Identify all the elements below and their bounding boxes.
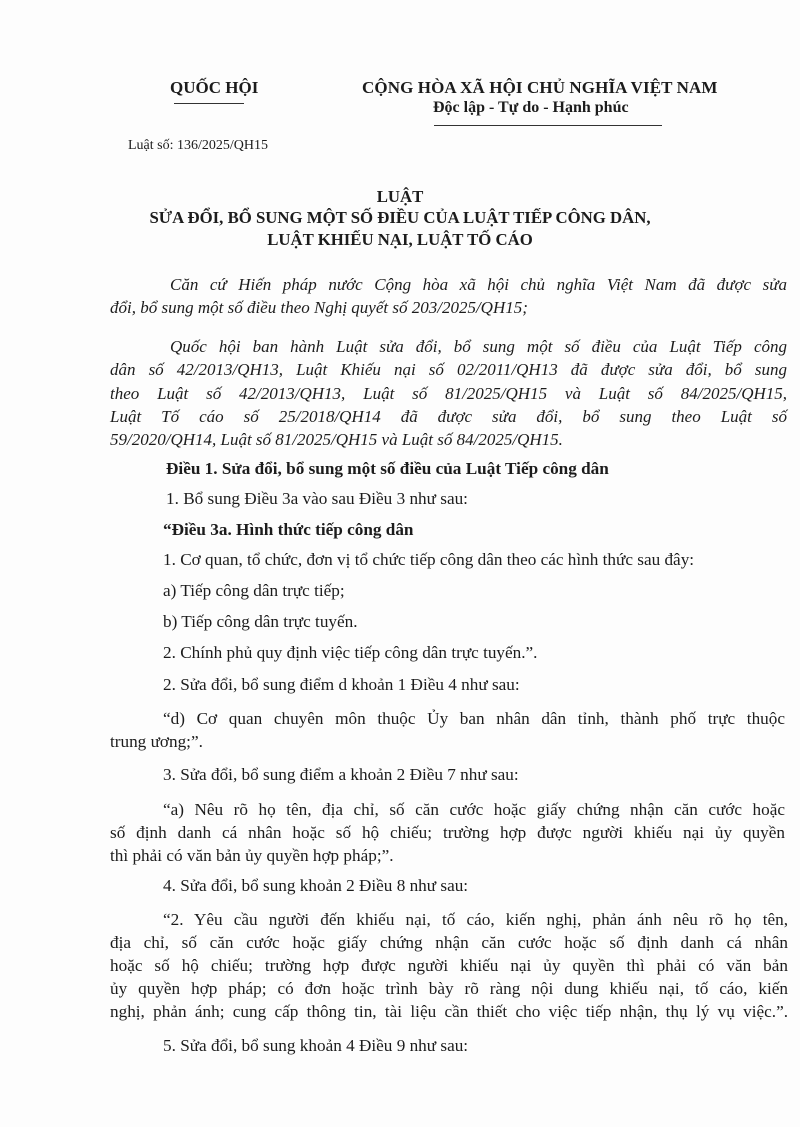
item-4-text-line5: nghị, phản ánh; cung cấp thông tin, tài liệu cần thiết cho việc tiếp nhận, thụ lý vụ việc.”. <box>110 1002 788 1021</box>
item-2-text-line2: trung ương;”. <box>110 732 203 751</box>
document-title-line2: LUẬT KHIẾU NẠI, LUẬT TỐ CÁO <box>267 230 533 249</box>
article-1-item-1: 1. Bổ sung Điều 3a vào sau Điều 3 như sau: <box>166 489 468 508</box>
article-1-item-4: 4. Sửa đổi, bổ sung khoản 2 Điều 8 như sau: <box>163 876 469 895</box>
preamble-enactment-line5: 59/2020/QH14, Luật số 81/2025/QH15 và Luật số 84/2025/QH15. <box>110 430 563 449</box>
item-3-text-line3: thì phải có văn bản ủy quyền hợp pháp;”. <box>110 846 394 865</box>
article-3a-clause-2: 2. Chính phủ quy định việc tiếp công dân trực tuyến.”. <box>163 643 538 662</box>
item-4-text-line4: ủy quyền hợp pháp; có đơn hoặc trình bày rõ ràng nội dung khiếu nại, tố cáo, kiến <box>110 979 788 998</box>
issuer-name: QUỐC HỘI <box>170 78 259 97</box>
item-4-text-line1: “2. Yêu cầu người đến khiếu nại, tố cáo, kiến nghị, phản ánh nêu rõ họ tên, <box>163 910 788 929</box>
issuer-underline <box>174 103 244 104</box>
document-type: LUẬT <box>376 187 424 206</box>
national-motto: Độc lập - Tự do - Hạnh phúc <box>433 99 629 116</box>
item-3-text-line1: “a) Nêu rõ họ tên, địa chỉ, số căn cước hoặc giấy chứng nhận căn cước hoặc <box>163 800 785 819</box>
article-3a-heading: “Điều 3a. Hình thức tiếp công dân <box>163 520 414 539</box>
country-name: CỘNG HÒA XÃ HỘI CHỦ NGHĨA VIỆT NAM <box>362 78 718 97</box>
article-1-item-3: 3. Sửa đổi, bổ sung điểm a khoản 2 Điều 7 như sau: <box>163 765 519 784</box>
article-1-item-5: 5. Sửa đổi, bổ sung khoản 4 Điều 9 như sau: <box>163 1036 469 1055</box>
law-number: Luật số: 136/2025/QH15 <box>128 138 268 153</box>
article-1-item-2: 2. Sửa đổi, bổ sung điểm d khoản 1 Điều 4 như sau: <box>163 675 520 694</box>
preamble-enactment-line1: Quốc hội ban hành Luật sửa đổi, bổ sung một số điều của Luật Tiếp công <box>170 337 787 356</box>
preamble-enactment-line4: Luật Tố cáo số 25/2018/QH14 đã được sửa đổi, bổ sung theo Luật số <box>110 407 787 426</box>
article-3a-point-b: b) Tiếp công dân trực tuyến. <box>163 612 358 631</box>
preamble-enactment-line3: theo Luật số 42/2013/QH13, Luật số 81/2025/QH15 và Luật số 84/2025/QH15, <box>110 384 787 403</box>
preamble-constitution-line2: đổi, bổ sung một số điều theo Nghị quyết số 203/2025/QH15; <box>110 298 528 317</box>
article-1-heading: Điều 1. Sửa đổi, bổ sung một số điều của Luật Tiếp công dân <box>166 459 609 478</box>
item-4-text-line3: hoặc số hộ chiếu; trường hợp được người khiếu nại ủy quyền thì phải có văn bản <box>110 956 788 975</box>
preamble-enactment-line2: dân số 42/2013/QH13, Luật Khiếu nại số 02/2011/QH13 đã được sửa đổi, bổ sung <box>110 360 787 379</box>
document-title-line1: SỬA ĐỔI, BỔ SUNG MỘT SỐ ĐIỀU CỦA LUẬT TIẾP CÔNG DÂN, <box>149 208 651 227</box>
item-4-text-line2: địa chỉ, số căn cước hoặc giấy chứng nhận căn cước hoặc số định danh cá nhân <box>110 933 788 952</box>
item-2-text-line1: “d) Cơ quan chuyên môn thuộc Ủy ban nhân dân tỉnh, thành phố trực thuộc <box>163 709 785 728</box>
article-3a-clause-1: 1. Cơ quan, tổ chức, đơn vị tổ chức tiếp công dân theo các hình thức sau đây: <box>163 550 695 569</box>
preamble-constitution-line1: Căn cứ Hiến pháp nước Cộng hòa xã hội chủ nghĩa Việt Nam đã được sửa <box>170 275 787 294</box>
article-3a-point-a: a) Tiếp công dân trực tiếp; <box>163 581 345 600</box>
item-3-text-line2: số định danh cá nhân hoặc số hộ chiếu; trường hợp được người khiếu nại ủy quyền <box>110 823 785 842</box>
motto-underline <box>434 125 662 126</box>
